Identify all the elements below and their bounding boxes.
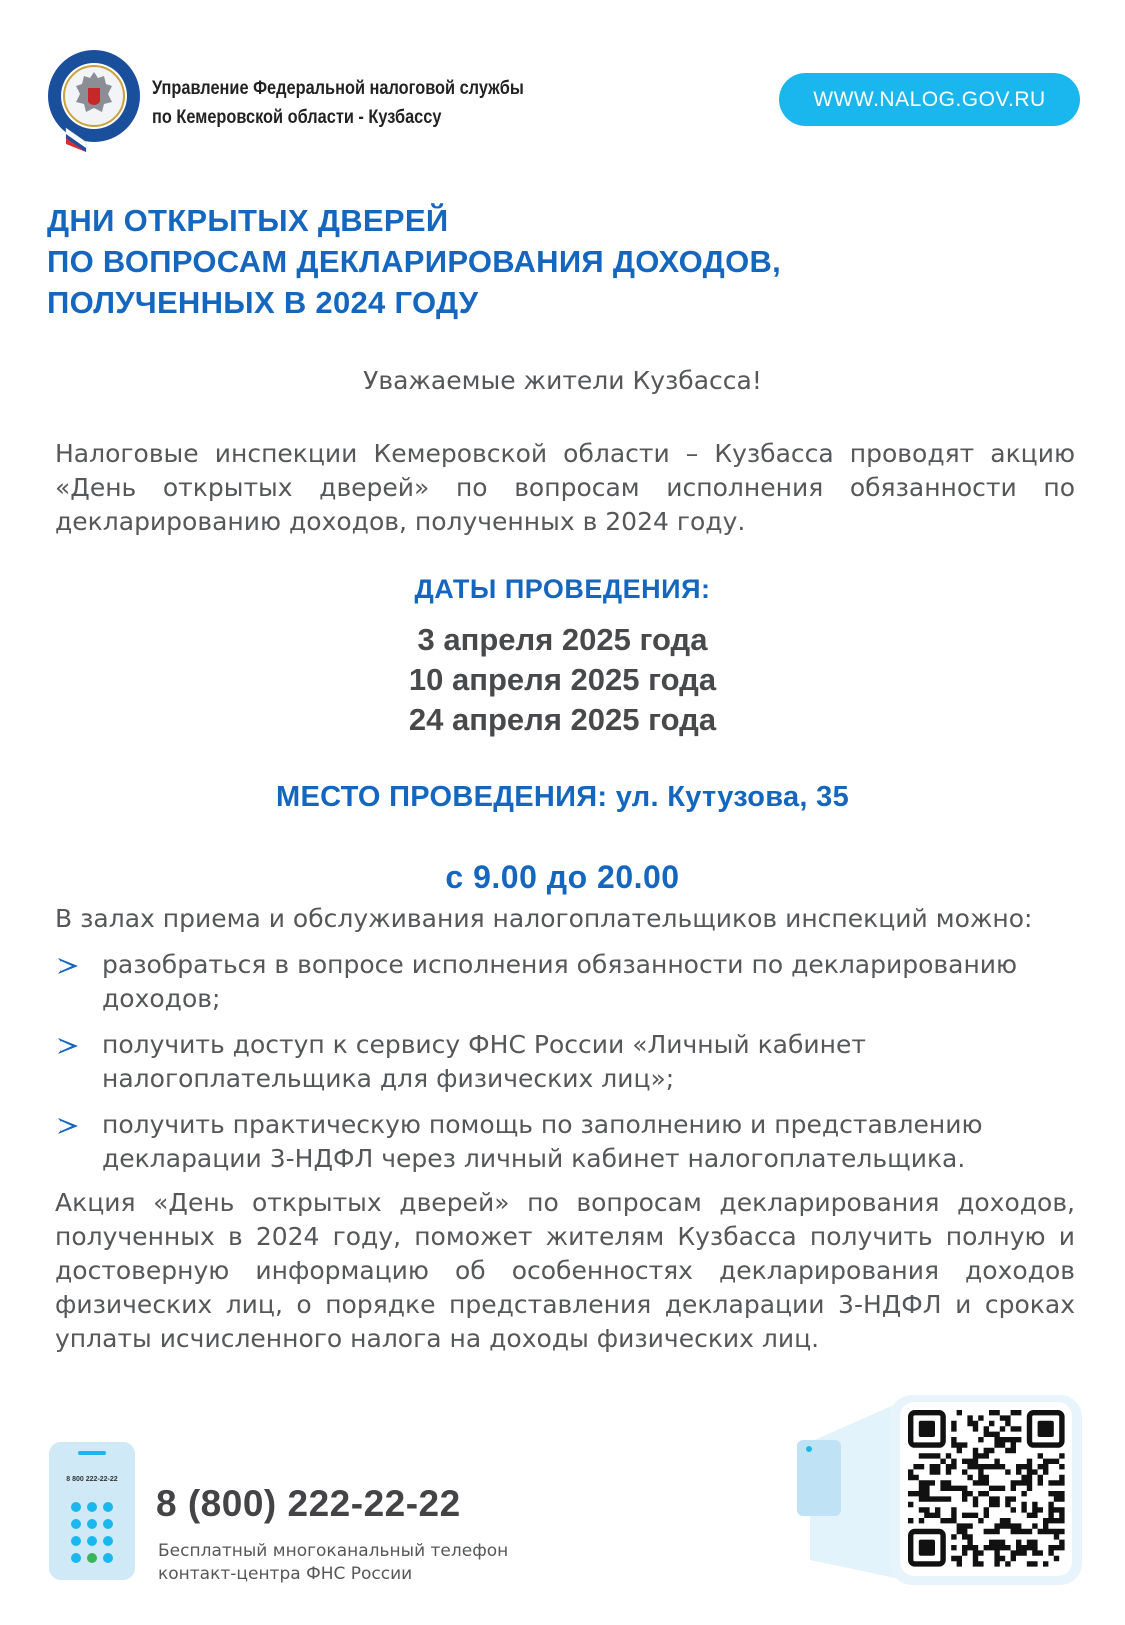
list-item xyxy=(55,1028,1085,1096)
org-name-line: Управление Федеральной налоговой службы xyxy=(152,78,524,99)
date-item: 24 апреля 2025 года xyxy=(408,702,717,737)
dates-list xyxy=(0,620,1125,740)
place-value: ул. Кутузова, 35 xyxy=(615,781,850,813)
intro-paragraph: Налоговые инспекции Кемеровской области – Кузбасса проводят акцию «День открытых дверей» по вопросам исполнения обязанности по декларированию доходов, полученных в 2024 году. xyxy=(55,439,1075,536)
hotline-number[interactable]: 8 (800) 222-22-22 xyxy=(156,1483,461,1524)
services-lead: В залах приема и обслуживания налогоплательщиков инспекций можно: xyxy=(55,904,1033,933)
greeting: Уважаемые жители Кузбасса! xyxy=(363,366,762,395)
arrow-bullet-icon xyxy=(57,957,79,975)
event-hours: с 9.00 до 20.00 xyxy=(445,859,680,895)
smartphone-icon xyxy=(797,1440,841,1516)
date-item: 3 апреля 2025 года xyxy=(417,622,708,657)
list-item xyxy=(55,948,1085,1016)
closing-paragraph: Акция «День открытых дверей» по вопросам декларирования доходов, полученных в 2024 году, поможет жителям Кузбасса получить полную и достоверную информацию об особенностях декларирования доходов физических лиц, о порядке представления декларации 3-НДФЛ и сроках уплаты исчисленного налога на доходы физических лиц. xyxy=(55,1188,1075,1353)
services-list xyxy=(55,948,1085,1188)
place-label: МЕСТО ПРОВЕДЕНИЯ: xyxy=(275,781,608,813)
list-item xyxy=(55,1108,1085,1176)
fns-emblem-icon xyxy=(46,48,144,152)
arrow-bullet-icon xyxy=(57,1117,79,1135)
date-item: 10 апреля 2025 года xyxy=(408,662,717,697)
website-link[interactable]: WWW.NALOG.GOV.RU xyxy=(779,73,1080,126)
title-line: ПОЛУЧЕННЫХ В 2024 ГОДУ xyxy=(47,285,479,320)
event-place xyxy=(0,781,1125,814)
service-text: получить практическую помощь по заполнению и представлению декларации 3-НДФЛ через личный кабинет налогоплательщика. xyxy=(102,1110,983,1173)
title-line: ДНИ ОТКРЫТЫХ ДВЕРЕЙ xyxy=(47,203,449,238)
hotline-description-line: Бесплатный многоканальный телефон xyxy=(158,1541,509,1561)
service-text: получить доступ к сервису ФНС России «Личный кабинет налогоплательщика для физических лиц»; xyxy=(102,1030,866,1093)
phone-icon xyxy=(49,1442,135,1580)
page-title xyxy=(47,200,1047,323)
phone-screen-number: 8 800 222-22-22 xyxy=(66,1476,118,1483)
qr-scan-graphic xyxy=(795,1390,1095,1590)
org-name xyxy=(152,74,530,132)
title-line: ПО ВОПРОСАМ ДЕКЛАРИРОВАНИЯ ДОХОДОВ, xyxy=(47,244,782,279)
dates-heading: ДАТЫ ПРОВЕДЕНИЯ: xyxy=(414,574,711,604)
hotline-description xyxy=(158,1540,578,1586)
hotline-description-line: контакт-центра ФНС России xyxy=(158,1564,413,1584)
org-name-line: по Кемеровской области - Кузбассу xyxy=(152,107,442,128)
service-text: разобраться в вопросе исполнения обязанности по декларированию доходов; xyxy=(102,950,1018,1013)
arrow-bullet-icon xyxy=(57,1037,79,1055)
